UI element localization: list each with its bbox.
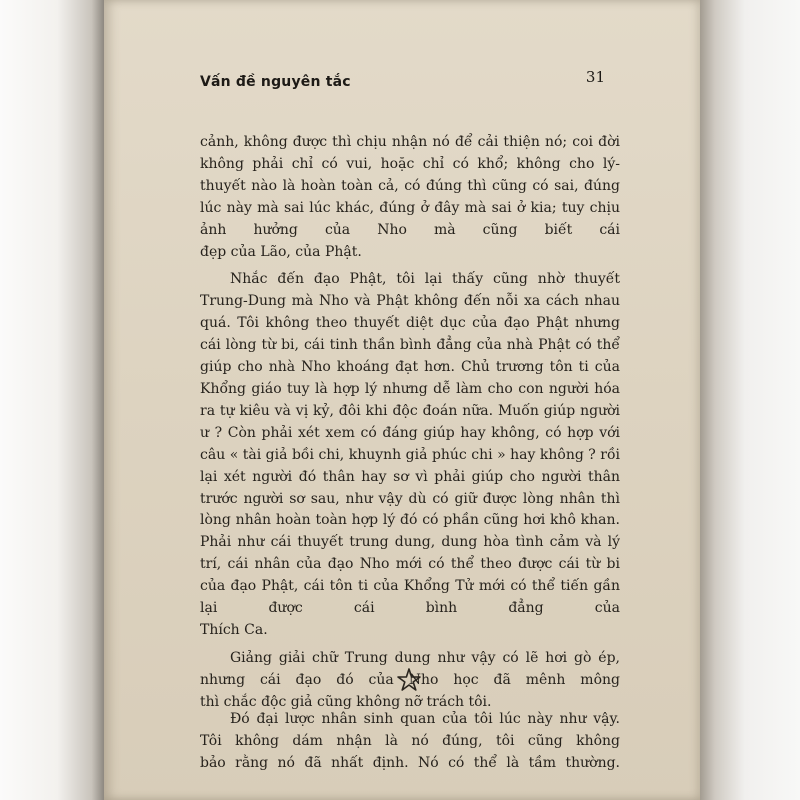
text-line: độc đoán nữa. Muốn giúp người ư ? Còn phải xét xem bbox=[200, 402, 620, 441]
text-line: cảnh, không được thì chịu nhận nó để cải thiện nó; coi bbox=[200, 134, 593, 150]
text-line: nhưng cái lòng từ bi, cái tinh thần bình đẳng của nhà bbox=[200, 315, 621, 354]
text-line: ép, nhưng cái đạo đó của Nho học đã mênh mông bbox=[200, 649, 620, 688]
text-line: có sai, đúng lúc này mà sai lúc khác, đúng ở đây mà bbox=[200, 177, 620, 216]
paragraph-2 bbox=[200, 269, 620, 620]
paragraph-1 bbox=[200, 132, 620, 242]
star-ornament-icon bbox=[396, 667, 422, 693]
text-line: Tử mới có thể tiến gần lại được cái bình đẳng của bbox=[200, 578, 621, 617]
text-line: đẹp của Lão, của Phật. bbox=[200, 243, 362, 260]
running-title: Vấn đề nguyên tắc bbox=[200, 74, 351, 90]
paragraph-2-end bbox=[200, 620, 620, 642]
text-line: đời không phải chỉ có vui, hoặc chỉ có khổ; không bbox=[200, 134, 620, 172]
text-line: Nhắc đến đạo Phật, tôi lại thấy cũng nhờ thuyết bbox=[230, 271, 620, 288]
text-line: Đó đại lược nhân sinh quan của tôi lúc này như bbox=[230, 711, 587, 727]
text-line: Phật có thể giúp cho nhà Nho khoáng đạt hơn. Chủ bbox=[200, 337, 620, 376]
page-header bbox=[200, 64, 605, 94]
text-line: làm cho con người hóa ra tự kiêu và vị kỷ, đôi khi bbox=[200, 380, 620, 419]
text-line: theo được cái từ bi của đạo Phật, cái tôn ti của Khổng bbox=[200, 556, 620, 595]
text-line: sai ở kia; tuy chịu ảnh hưởng của Nho mà cũng biết cái bbox=[200, 199, 620, 238]
text-line: thì chắc độc giả cũng không nỡ trách tôi. bbox=[200, 693, 492, 710]
text-line: cho lý-thuyết nào là hoàn toàn cả, có đúng thì cũng bbox=[200, 155, 620, 194]
text-line: bảo rằng nó đã nhất định. Nó có thể là tầm thường. bbox=[200, 754, 620, 771]
text-line: có đáng giúp hay không, có hợp với câu « tài giả bồi bbox=[200, 424, 621, 463]
paragraph-1-end bbox=[200, 242, 620, 264]
text-line: người sơ sau, như vậy dù có giữ được lòng nhân bbox=[243, 490, 596, 507]
paragraph-4-end bbox=[200, 753, 620, 775]
text-line: chi, khuynh giả phúc chi » hay không ? rồi lại xét người bbox=[200, 446, 621, 485]
text-line: khô khan. Phải như cái thuyết trung dung, dung hòa bbox=[200, 512, 620, 551]
closing-paragraph bbox=[200, 709, 620, 775]
book-left-margin bbox=[0, 0, 104, 800]
paragraph-4 bbox=[200, 709, 620, 753]
text-line: Thích Ca. bbox=[200, 621, 268, 638]
text-line: trương tôn ti của Khổng giáo tuy là hợp lý nhưng dễ bbox=[200, 359, 620, 397]
page-number: 31 bbox=[585, 68, 605, 86]
body-text bbox=[200, 132, 620, 714]
text-line: thì lòng nhân hoàn toàn hợp lý đó có phần cũng hơi bbox=[200, 490, 620, 529]
text-line: đó thân hay sơ vì phải giúp cho người thân trước bbox=[200, 468, 620, 507]
text-line: vậy. Tôi không dám nhận là nó đúng, tôi cũng không bbox=[200, 711, 621, 749]
text-line: Giảng giải chữ Trung dung như vậy có lẽ hơi gò bbox=[230, 649, 592, 666]
text-line: Trung-Dung mà Nho và Phật không đến nỗi xa cách bbox=[200, 293, 579, 310]
book-right-margin bbox=[700, 0, 800, 800]
text-line: tình cảm và lý trí, cái nhân của đạo Nho mới có thể bbox=[200, 534, 621, 573]
text-line: nhau quá. Tôi không theo thuyết diệt dục của đạo Phật bbox=[200, 293, 621, 332]
